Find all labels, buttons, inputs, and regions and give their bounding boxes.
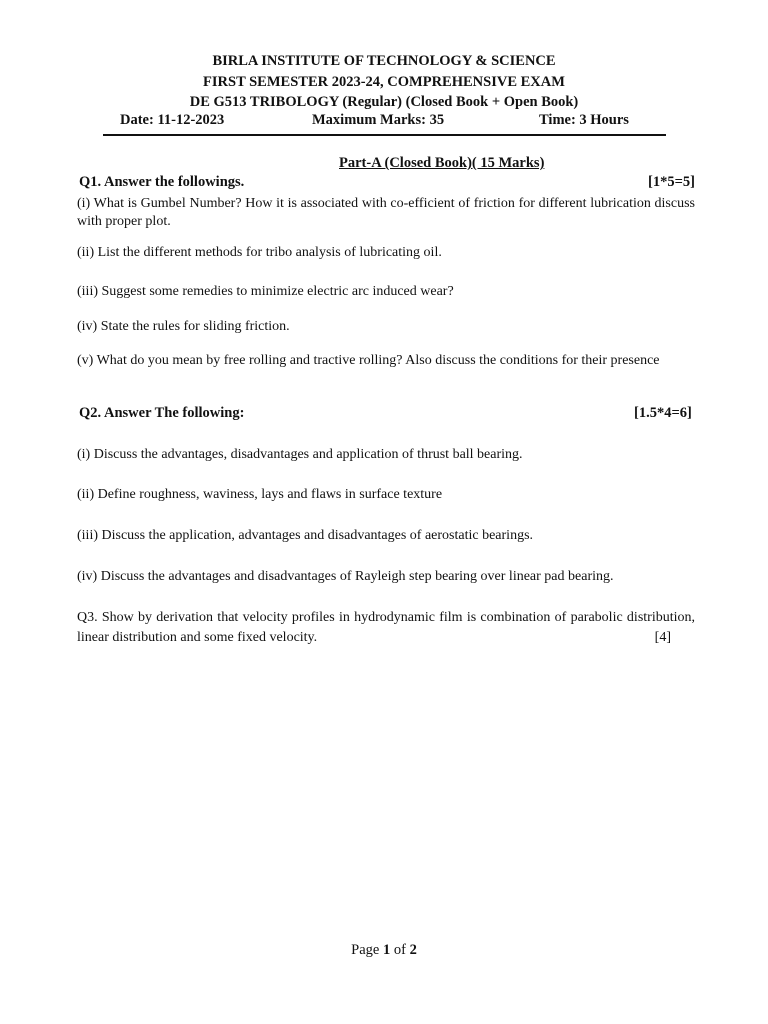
page-label: Page: [351, 942, 380, 958]
q1-item: (i) What is Gumbel Number? How it is associated with co-efficient of friction for different lubrication discuss with proper plot.: [77, 196, 695, 229]
q2-heading: Q2. Answer The following:: [79, 405, 245, 421]
exam-duration: Time: 3 Hours: [539, 112, 629, 128]
exam-date: Date: 11-12-2023: [120, 112, 225, 128]
q2-item: (iv) Discuss the advantages and disadvantages of Rayleigh step bearing over linear pad bearing.: [77, 569, 614, 584]
q1-item: (v) What do you mean by free rolling and tractive rolling? Also discuss the conditions for their presence: [77, 353, 660, 368]
exam-max-marks: Maximum Marks: 35: [312, 112, 445, 128]
q2-item: (i) Discuss the advantages, disadvantages and application of thrust ball bearing.: [77, 447, 523, 462]
q1-item: (iii) Suggest some remedies to minimize electric arc induced wear?: [77, 284, 454, 299]
q3-text: Q3. Show by derivation that velocity profiles in hydrodynamic film is combination of parabolic distribution, linear distribution and some fixed velocity.: [77, 610, 695, 645]
part-a-title: Part-A (Closed Book)( 15 Marks): [339, 155, 545, 171]
q3-marks: [4]: [654, 630, 671, 645]
q1-item: (iv) State the rules for sliding friction.: [77, 319, 290, 334]
q2-marks: [1.5*4=6]: [634, 405, 692, 421]
q3-question: [77, 608, 695, 648]
exam-header: [0, 51, 768, 113]
institute-name: BIRLA INSTITUTE OF TECHNOLOGY & SCIENCE: [212, 53, 556, 69]
of-label: of: [393, 942, 406, 958]
course-title: DE G513 TRIBOLOGY (Regular) (Closed Book + Open Book): [189, 94, 579, 110]
q1-heading: Q1. Answer the followings.: [79, 174, 245, 190]
q2-item: (iii) Discuss the application, advantages and disadvantages of aerostatic bearings.: [77, 528, 534, 543]
page-total: 2: [409, 942, 417, 958]
page-footer: [0, 942, 768, 959]
q1-marks: [1*5=5]: [648, 174, 695, 190]
q2-item: (ii) Define roughness, waviness, lays and flaws in surface texture: [77, 487, 443, 502]
page-number: 1: [382, 942, 391, 958]
exam-semester: FIRST SEMESTER 2023-24, COMPREHENSIVE EXAM: [203, 73, 565, 90]
q1-item: (ii) List the different methods for tribo analysis of lubricating oil.: [77, 245, 442, 260]
header-divider: [103, 134, 666, 136]
